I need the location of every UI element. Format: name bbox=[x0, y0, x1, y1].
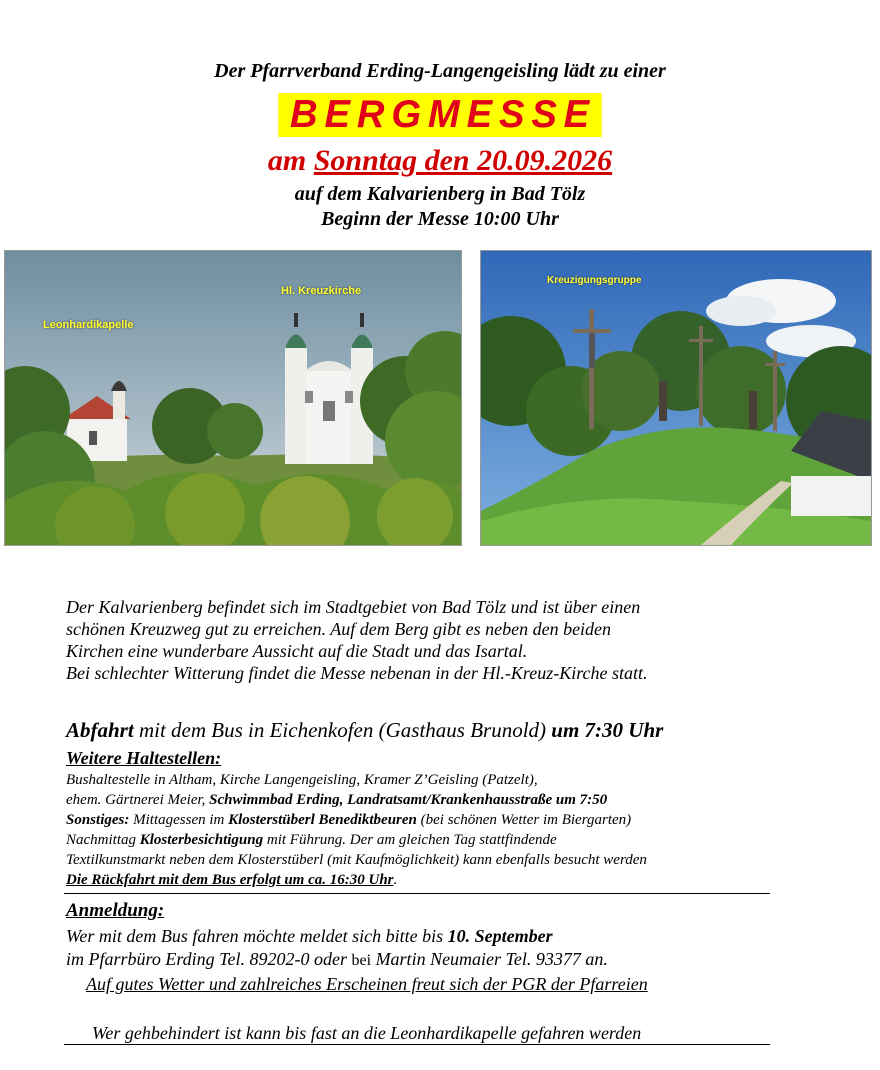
photo-crucifixion-group bbox=[480, 250, 872, 546]
reg-1a: Wer mit dem Bus fahren möchte meldet sich bitte bis bbox=[66, 926, 448, 946]
departure-time: um 7:30 Uhr bbox=[551, 718, 664, 742]
intro-line-2: schönen Kreuzweg gut zu erreichen. Auf dem Berg gibt es neben den beiden bbox=[66, 619, 612, 639]
misc-label: Sonstiges: bbox=[66, 812, 130, 828]
registration-heading: Anmeldung: bbox=[66, 900, 165, 921]
stops-line-1: Bushaltestelle in Altham, Kirche Langengeisling, Kramer Z’Geisling (Patzelt), bbox=[66, 772, 538, 788]
intro-paragraph bbox=[66, 596, 786, 684]
label-kreuzigungsgruppe: Kreuzigungsgruppe bbox=[547, 275, 642, 286]
departure-label: Abfahrt bbox=[66, 718, 134, 742]
return-line bbox=[66, 870, 786, 890]
title-wrap bbox=[0, 93, 880, 137]
registration-line-2 bbox=[66, 948, 806, 972]
event-location: auf dem Kalvarienberg in Bad Tölz bbox=[294, 183, 586, 205]
market-line: Textilkunstmarkt neben dem Klosterstüberl (mit Kaufmöglichkeit) kann ebenfalls besucht werden bbox=[66, 852, 647, 868]
divider-2 bbox=[64, 1044, 770, 1045]
date-main: Sonntag den 20.09.2026 bbox=[313, 144, 613, 177]
afternoon-c: mit Führung. Der am gleichen Tag stattfindende bbox=[263, 832, 557, 848]
accessibility-note: Wer gehbehindert ist kann bis fast an die Leonhardikapelle gefahren werden bbox=[92, 1023, 642, 1043]
afternoon-line bbox=[66, 830, 786, 850]
return-text: Die Rückfahrt mit dem Bus erfolgt um ca. 16:30 Uhr bbox=[66, 872, 394, 888]
divider-1 bbox=[64, 893, 770, 894]
stops-details bbox=[66, 770, 786, 890]
afternoon-a: Nachmittag bbox=[66, 832, 140, 848]
stops-line-2a: ehem. Gärtnerei Meier, bbox=[66, 792, 210, 808]
page-title: BERGMESSE bbox=[278, 93, 602, 137]
afternoon-tour: Klosterbesichtigung bbox=[139, 832, 264, 848]
stops-line-2b: Schwimmbad Erding, Landratsamt/Krankenhausstraße um 7:50 bbox=[209, 792, 608, 808]
closing-greeting: Auf gutes Wetter und zahlreiches Erscheinen freut sich der PGR der Pfarreien bbox=[86, 974, 648, 994]
intro-line-4: Bei schlechter Witterung findet die Messe nebenan in der Hl.-Kreuz-Kirche statt. bbox=[66, 663, 648, 683]
intro-line-3: Kirchen eine wunderbare Aussicht auf die Stadt und das Isartal. bbox=[66, 641, 528, 661]
misc-text-b: (bei schönen Wetter im Biergarten) bbox=[416, 812, 632, 828]
misc-text-a: Mittagessen im bbox=[129, 812, 229, 828]
registration-text bbox=[66, 925, 806, 972]
date-prefix: am bbox=[267, 144, 314, 177]
event-time: Beginn der Messe 10:00 Uhr bbox=[321, 208, 559, 230]
reg-deadline: 10. September bbox=[447, 926, 553, 946]
return-dot: . bbox=[393, 872, 398, 888]
intro-line-1: Der Kalvarienberg befindet sich im Stadtgebiet von Bad Tölz und ist über einen bbox=[66, 597, 641, 617]
reg-2c: Martin Neumaier Tel. 93377 an. bbox=[371, 949, 608, 969]
reg-2a: im Pfarrbüro Erding Tel. 89202-0 oder bbox=[66, 949, 352, 969]
misc-line bbox=[66, 810, 786, 830]
misc-restaurant: Klosterstüberl Benediktbeuren bbox=[228, 812, 417, 828]
departure-line bbox=[66, 719, 663, 741]
label-kreuzkirche: Hl. Kreuzkirche bbox=[281, 285, 362, 297]
departure-text: mit dem Bus in Eichenkofen (Gasthaus Brunold) bbox=[133, 718, 552, 742]
stops-heading: Weitere Haltestellen: bbox=[66, 748, 222, 768]
registration-line-1 bbox=[66, 925, 806, 948]
event-date bbox=[0, 144, 880, 178]
reg-2b: bei bbox=[351, 952, 372, 969]
intro-line: Der Pfarrverband Erding-Langengeisling lädt zu einer bbox=[214, 60, 666, 82]
photo-churches bbox=[4, 250, 462, 546]
stops-line-2 bbox=[66, 790, 786, 810]
label-leonhardikapelle: Leonhardikapelle bbox=[43, 319, 134, 331]
